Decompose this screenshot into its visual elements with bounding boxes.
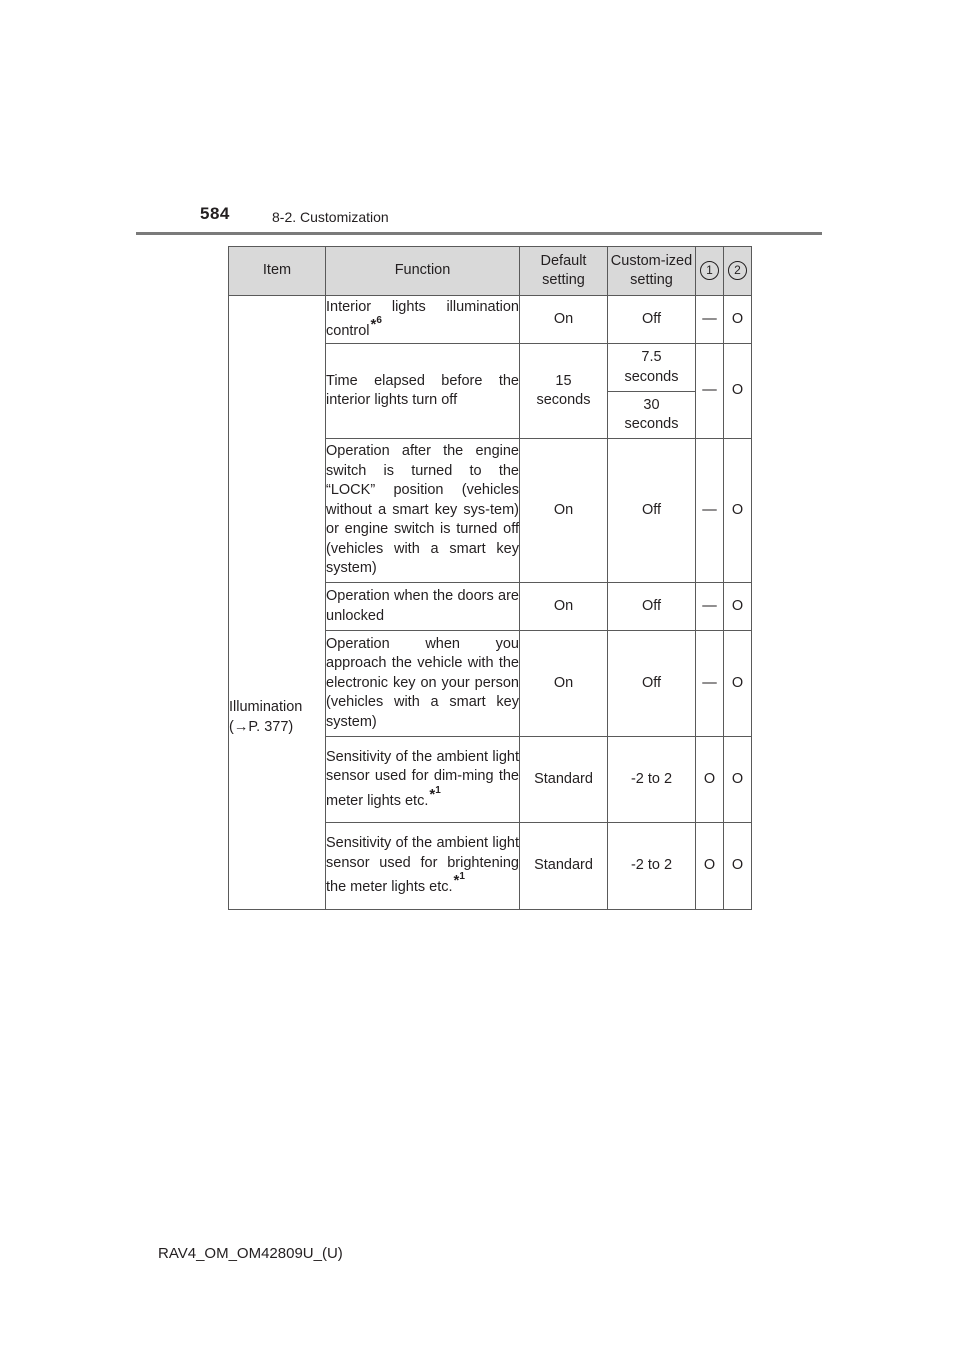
- default-text: 15 seconds: [536, 372, 591, 408]
- col2-cell: O: [724, 737, 752, 823]
- default-cell: On: [520, 439, 608, 583]
- col1-cell: —: [696, 439, 724, 583]
- header-col2: [724, 247, 752, 296]
- col1-cell: —: [696, 296, 724, 344]
- footnote-number: 1: [459, 871, 465, 883]
- function-cell: Operation when you approach the vehicle with the electronic key on your person (vehicles with a smart key system): [326, 631, 520, 737]
- header-custom-label: Custom-ized setting: [610, 252, 693, 288]
- col2-cell: O: [724, 631, 752, 737]
- page-header: [0, 0, 960, 240]
- custom-cell: Off: [608, 296, 696, 344]
- col1-cell: —: [696, 344, 724, 439]
- header-function: Function: [326, 247, 520, 296]
- function-text: Sensitivity of the ambient light sensor used for brightening the meter lights etc.: [326, 835, 519, 896]
- custom-cell: Off: [608, 631, 696, 737]
- header-col1: [696, 247, 724, 296]
- function-text: Interior lights illumination control: [326, 298, 519, 339]
- col2-cell: O: [724, 823, 752, 910]
- default-cell: [520, 344, 608, 439]
- function-text: Sensitivity of the ambient light sensor used for dim-ming the meter lights etc.: [326, 748, 519, 809]
- header-default-label: Default setting: [540, 252, 587, 288]
- customization-table: [228, 246, 752, 910]
- footnote-number: 6: [376, 315, 382, 326]
- default-cell: Standard: [520, 823, 608, 910]
- col2-cell: O: [724, 296, 752, 344]
- item-label: Illumination: [229, 699, 303, 715]
- default-cell: On: [520, 296, 608, 344]
- page-number: 584: [200, 204, 230, 223]
- header-item: Item: [229, 247, 326, 296]
- function-cell: Operation when the doors are unlocked: [326, 583, 520, 631]
- section-title: 8-2. Customization: [272, 209, 389, 225]
- col2-cell: O: [724, 344, 752, 439]
- header-rule: [136, 232, 822, 235]
- col2-cell: O: [724, 439, 752, 583]
- footnote-marker: *$^1$: [453, 871, 465, 890]
- custom-cell-a: [608, 344, 696, 392]
- custom-text-b: 30 seconds: [624, 396, 679, 432]
- custom-cell: Off: [608, 439, 696, 583]
- default-cell: On: [520, 583, 608, 631]
- default-cell: Standard: [520, 737, 608, 823]
- header-default: [520, 247, 608, 296]
- table-header-row: [229, 247, 752, 296]
- document-code: RAV4_OM_OM42809U_(U): [158, 1245, 343, 1262]
- custom-text-a: 7.5 seconds: [624, 349, 679, 385]
- function-cell: Operation after the engine switch is turned to the “LOCK” position (vehicles without a smart key sys-tem) or engine switch is turned off (vehicles with a smart key system): [326, 439, 520, 583]
- function-cell: [326, 737, 520, 823]
- item-page-ref: (→P. 377): [229, 718, 294, 735]
- function-cell: Time elapsed before the interior lights turn off: [326, 344, 520, 439]
- circle-2-icon: 2: [728, 261, 747, 280]
- custom-cell: Off: [608, 583, 696, 631]
- header-custom: [608, 247, 696, 296]
- custom-cell: -2 to 2: [608, 823, 696, 910]
- function-cell: [326, 823, 520, 910]
- circle-1-icon: 1: [700, 261, 719, 280]
- col1-cell: —: [696, 583, 724, 631]
- custom-cell: -2 to 2: [608, 737, 696, 823]
- item-cell-illumination: [229, 296, 326, 910]
- col1-cell: O: [696, 823, 724, 910]
- table-row: [229, 296, 752, 344]
- custom-cell-b: [608, 392, 696, 439]
- function-cell: [326, 296, 520, 344]
- footnote-marker: *$^1$: [429, 784, 441, 803]
- default-cell: On: [520, 631, 608, 737]
- col1-cell: —: [696, 631, 724, 737]
- col2-cell: O: [724, 583, 752, 631]
- footnote-marker: *$^6$: [370, 315, 382, 333]
- footnote-number: 1: [435, 784, 441, 796]
- col1-cell: O: [696, 737, 724, 823]
